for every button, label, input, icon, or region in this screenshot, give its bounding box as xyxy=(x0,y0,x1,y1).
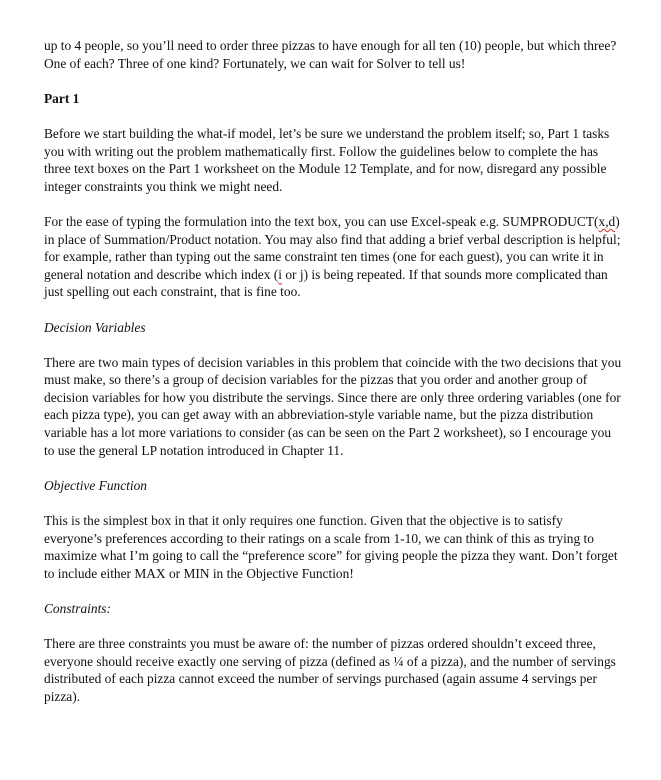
typing-text-1: For the ease of typing the formulation into the text box, you can use Excel-speak e.g. SUMPRODUCT( xyxy=(44,213,599,229)
typing-text-3: or j) is being repeated. If that sounds more complicated than just spelling out each constraint, that is fine too. xyxy=(44,266,608,300)
spacer xyxy=(44,336,624,354)
spacer xyxy=(44,301,624,319)
spacer xyxy=(44,107,624,125)
misspelled-word[interactable]: x,d xyxy=(598,213,616,229)
decision-variables-heading: Decision Variables xyxy=(44,319,146,335)
spacer xyxy=(44,459,624,477)
objective-function-heading: Objective Function xyxy=(44,477,147,493)
constraints-paragraph: There are three constraints you must be aware of: the number of pizzas ordered shouldn’t exceed three, everyone should receive exactly one serving of pizza (defined as ¼ of a pizza), and the number of servings distributed of each pizza cannot exceed the number of servings purchased (again assume 4 servings per pizza). xyxy=(44,636,616,704)
typing-text-2: ) in place of Summation/Product notation. You may also find that adding a brief verbal description is helpful; for example, rather than typing out the same constraint ten times (one for each guest), you can write it in general notation and describe which index ( xyxy=(44,213,621,282)
misspelled-word[interactable]: i xyxy=(278,266,282,282)
decision-variables-paragraph: There are two main types of decision variables in this problem that coincide with the two decisions that you must make, so there’s a group of decision variables for the pizzas that you order and another group of decision variables for how you distribute the servings. Since there are only three ordering variables (one for each pizza type), you can get away with an abbreviation-style variable name, but the pizza distribution variable has a lot more variations to consider (as can be seen on the Part 2 worksheet), so I encourage you to use the general LP notation introduced in Chapter 11. xyxy=(44,354,622,458)
constraints-heading: Constraints: xyxy=(44,601,111,616)
document-page xyxy=(44,37,624,706)
typing-paragraph xyxy=(44,213,624,301)
spacer xyxy=(44,72,624,90)
objective-function-paragraph: This is the simplest box in that it only requires one function. Given that the objective is to satisfy everyone’s preferences according to their ratings on a scale from 1-10, we can think of this as trying to maximize what I’m going to call the “preference score” for giving people the pizza they want. Don’t forget to include either MAX or MIN in the Objective Function! xyxy=(44,513,618,581)
spacer xyxy=(44,618,624,636)
spacer xyxy=(44,494,624,512)
part1-heading: Part 1 xyxy=(44,90,80,106)
intro-paragraph: up to 4 people, so you’ll need to order three pizzas to have enough for all ten (10) people, but which three? One of each? Three of one kind? Fortunately, we can wait for Solver to tell us! xyxy=(44,38,617,71)
spacer xyxy=(44,195,624,213)
spacer xyxy=(44,582,624,600)
part1-paragraph: Before we start building the what-if model, let’s be sure we understand the problem itself; so, Part 1 tasks you with writing out the problem mathematically first. Follow the guidelines below to complete the has three text boxes on the Part 1 worksheet on the Module 12 Template, and for now, disregard any possible integer constraints you think we might need. xyxy=(44,125,610,194)
